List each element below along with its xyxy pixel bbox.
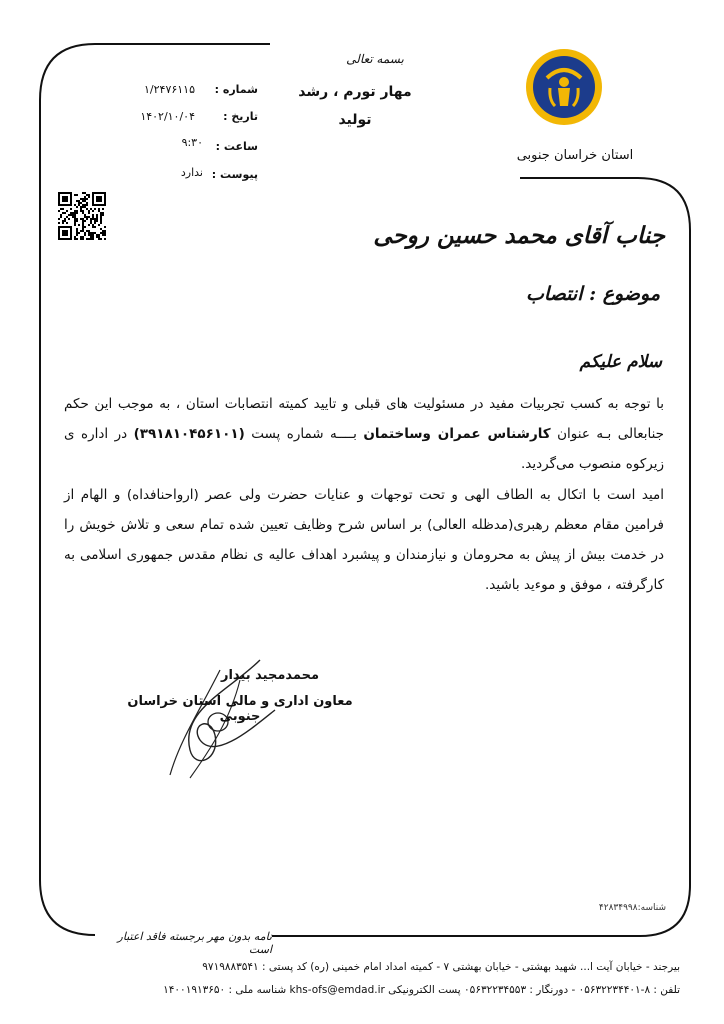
footer-contact: تلفن : ۸-۰۵۶۳۲۲۳۴۴۰۱ - دورنگار : ۰۵۶۳۲۲۳۴۵۵۳ پست الکترونیکی khs-ofs@emdad.ir شناسه ملی : ۱۴۰۰۱۹۱۳۶۵۰ bbox=[163, 984, 680, 996]
document-serial: شناسه:۴۲۸۳۴۹۹۸ bbox=[598, 903, 666, 913]
footer-validity-note: نامه بدون مهر برجسته فاقد اعتبار است bbox=[117, 930, 272, 956]
p1-text-mid: بــــه شماره پست bbox=[244, 426, 364, 442]
greeting: سلام علیکم bbox=[579, 352, 662, 372]
signatory-name: محمدمجید بیدار bbox=[220, 668, 320, 683]
p1-text-start: با توجه به کسب تجربیات مفید در مسئولیت های قبلی و تایید کمیته انتصابات استان ، به موجب این حکم جنابعالی بـه عنوان bbox=[64, 396, 665, 442]
body-paragraph-2: امید است با اتکال به الطاف الهی و تحت توجهات و عنایات حضرت ولی عصر (ارواحنافداه) و الهام از فرامین مقام معظم رهبری(مدظله العالی) بر اساس شرح وظایف تعیین شده تمام سعی و تلاش خویش را در خدمت بیش از پیش به محرومان و نیازمندان و پیشبرد اهداف عالیه ی نظام مقدس جمهوری اسلامی به کارگرفته ، موفق و موءید باشید. bbox=[64, 487, 664, 593]
job-title: کارشناس عمران وساختمان bbox=[363, 426, 551, 442]
qr-code-icon bbox=[58, 192, 106, 240]
number-label: شماره : bbox=[214, 83, 258, 96]
emdad-logo-icon bbox=[525, 48, 603, 126]
time-value: ۹:۳۰ bbox=[181, 136, 203, 149]
p1-text-end: در اداره ی زیرکوه منصوب می‌گردید. bbox=[64, 426, 664, 472]
number-value: ۱/۲۴۷۶۱۱۵ bbox=[144, 83, 195, 96]
post-number: (۳۹۱۸۱۰۴۵۶۱۰۱) bbox=[133, 426, 245, 442]
recipient-line: جناب آقای محمد حسین روحی bbox=[373, 222, 665, 249]
attachment-label: پیوست : bbox=[211, 168, 258, 181]
date-label: تاریخ : bbox=[223, 110, 258, 123]
subject-line: موضوع : انتصاب bbox=[526, 283, 660, 305]
time-label: ساعت : bbox=[215, 140, 258, 153]
body-paragraph-1 bbox=[64, 389, 664, 479]
footer-address: بیرجند - خیابان آیت ا... شهید بهشتی - خیابان بهشتی ۷ - کمیته امداد امام خمینی (ره) کد پستی : ۹۷۱۹۸۸۳۵۴۱ bbox=[202, 961, 680, 973]
date-value: ۱۴۰۲/۱۰/۰۴ bbox=[140, 110, 195, 123]
signatory-title: معاون اداری و مالی استان خراسان جنوبی bbox=[127, 694, 353, 724]
organization-name: استان خراسان جنوبی bbox=[516, 148, 634, 163]
besmeh-text: بسمه تعالی bbox=[346, 52, 404, 66]
attachment-value: ندارد bbox=[180, 166, 203, 179]
slogan-line-1: مهار تورم ، رشد bbox=[298, 84, 412, 100]
slogan-line-2: تولید bbox=[338, 112, 372, 128]
